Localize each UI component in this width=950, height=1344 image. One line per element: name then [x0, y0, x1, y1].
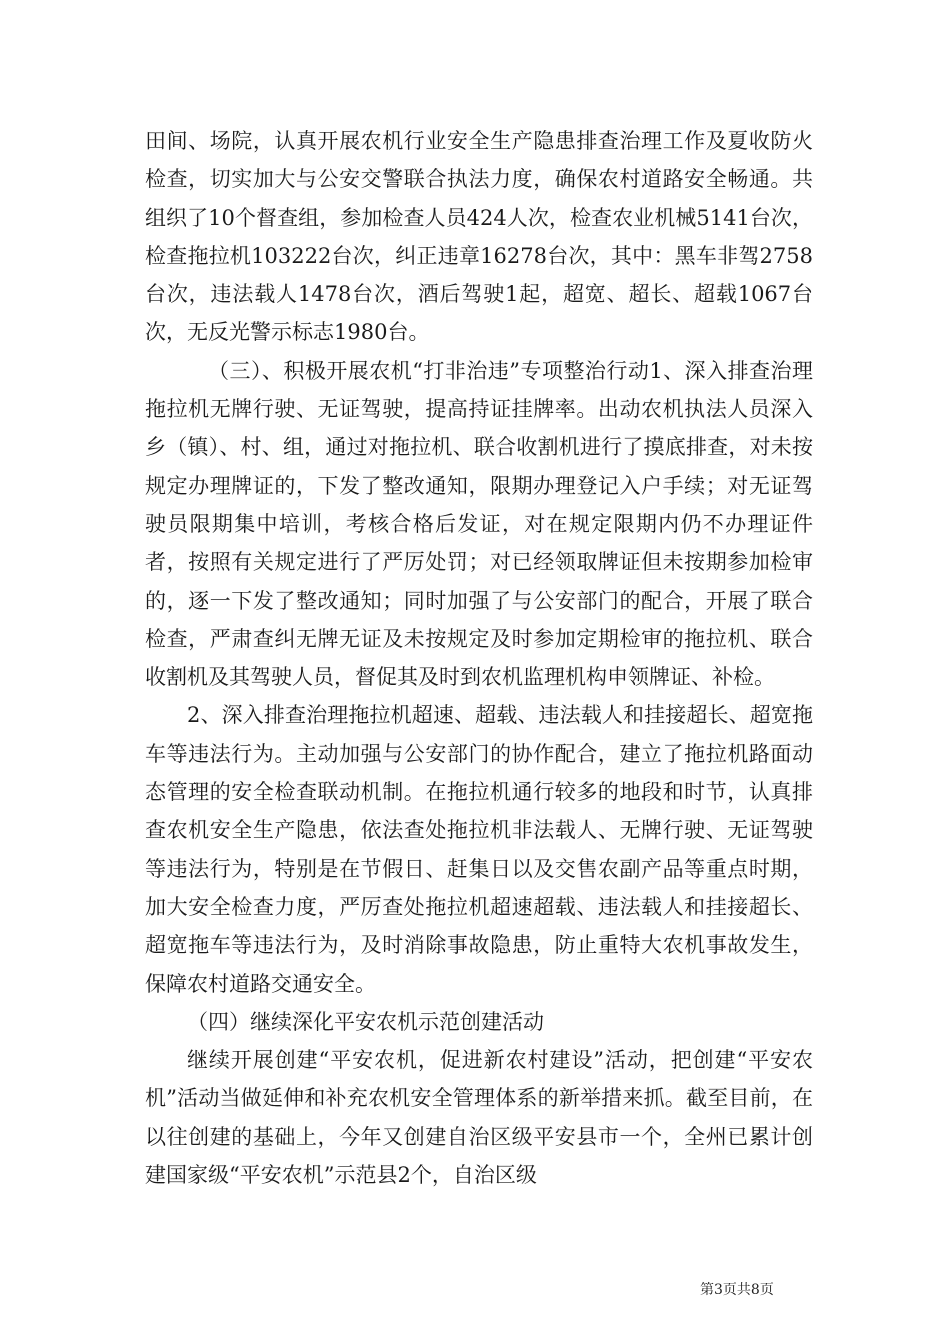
paragraph-safe-machinery: 继续开展创建“平安农机，促进新农村建设”活动，把创建“平安农机”活动当做延伸和补充农机安全管理体系的新举措来抓。截至目前，在以往创建的基础上，今年又创建自治区级平安县市一个，全州已累计创建国家级“平安农机”示范县2个，自治区级	[145, 1048, 813, 1188]
page-number-footer: 第3页共8页	[700, 1282, 774, 1298]
document-body	[145, 122, 813, 1194]
paragraph-item-two: 2、深入排查治理拖拉机超速、超载、违法载人和挂接超长、超宽拖车等违法行为。主动加强与公安部门的协作配合，建立了拖拉机路面动态管理的安全检查联动机制。在拖拉机通行较多的地段和时节，认真排查农机安全生产隐患，依法查处拖拉机非法载人、无牌行驶、无证驾驶等违法行为，特别是在节假日、赶集日以及交售农副产品等重点时期，加大安全检查力度，严厉查处拖拉机超速超载、违法载人和挂接超长、超宽拖车等违法行为，及时消除事故隐患，防止重特大农机事故发生，保障农村道路交通安全。	[145, 703, 813, 996]
section-heading-four: （四）继续深化平安农机示范创建活动	[187, 1009, 544, 1034]
paragraph-inspection-summary: 田间、场院，认真开展农机行业安全生产隐患排查治理工作及夏收防火检查，切实加大与公安交警联合执法力度，确保农村道路安全畅通。共组织了10个督查组，参加检查人员424人次，检查农业机械5141台次，检查拖拉机103222台次，纠正违章16278台次，其中：黑车非驾2758台次，违法载人1478台次，酒后驾驶1起，超宽、超长、超载1067台次，无反光警示标志1980台。	[145, 129, 813, 345]
paragraph-section-three: （三）、积极开展农机“打非治违”专项整治行动1、深入排查治理拖拉机无牌行驶、无证驾驶，提高持证挂牌率。出动农机执法人员深入乡（镇）、村、组，通过对拖拉机、联合收割机进行了摸底排查，对未按规定办理牌证的，下发了整改通知，限期办理登记入户手续；对无证驾驶员限期集中培训，考核合格后发证，对在规定限期内仍不办理证件者，按照有关规定进行了严厉处罚；对已经领取牌证但未按期参加检审的，逐一下发了整改通知；同时加强了与公安部门的配合，开展了联合检查，严肃查纠无牌无证及未按规定及时参加定期检审的拖拉机、联合收割机及其驾驶人员，督促其及时到农机监理机构申领牌证、补检。	[145, 358, 813, 690]
